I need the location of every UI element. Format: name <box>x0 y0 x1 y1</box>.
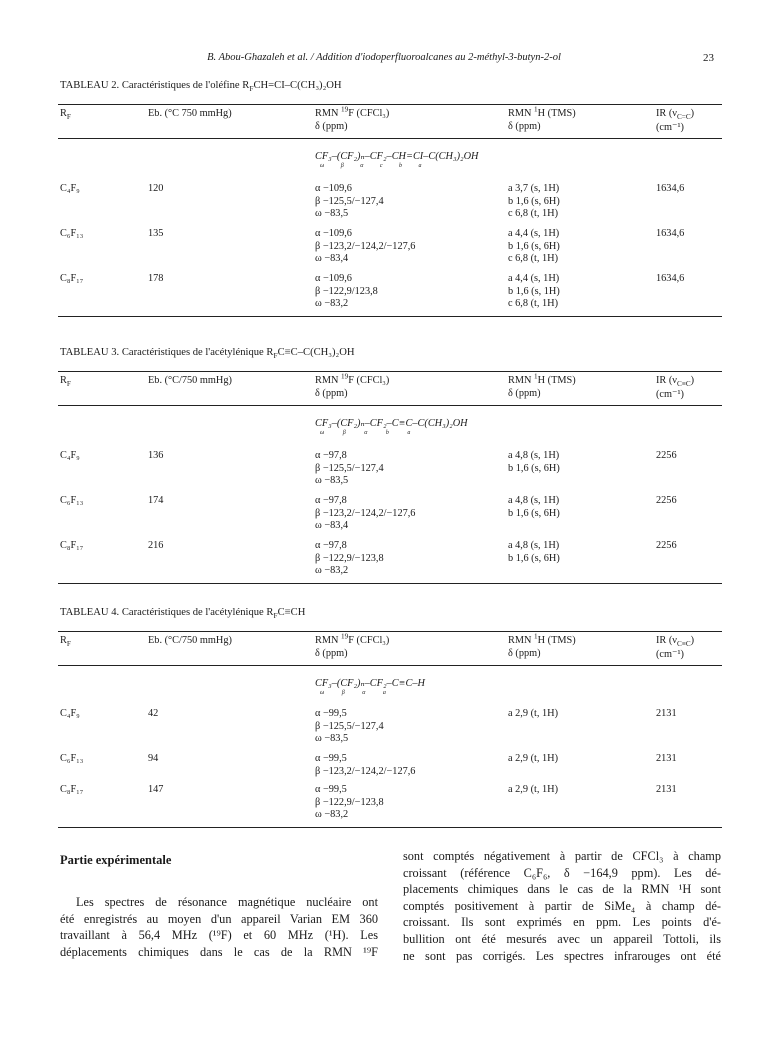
table-row-f19-shift: β −122,9/123,8 <box>315 285 378 297</box>
table-row-eb: 42 <box>148 708 159 719</box>
table-row-h1-shift: a 4,4 (s, 1H) <box>508 228 560 239</box>
header-sup: 1 <box>534 632 538 641</box>
right-line: placements chimiques dans le cas de la RMN ¹H sont <box>403 882 721 897</box>
caption-text: TABLEAU 2. Caractéristiques de l'oléfine R <box>60 80 250 91</box>
table-row-f19-shift: β −123,2/−124,2/−127,6 <box>315 765 416 777</box>
header-text: IR (ν <box>656 635 677 646</box>
right-paragraph <box>403 848 721 964</box>
table-row-f19-shift: ω −83,2 <box>315 565 349 577</box>
header-sup: 19 <box>341 105 349 114</box>
table-row-eb: 94 <box>148 753 159 764</box>
table-rule <box>58 405 722 406</box>
table-row-h1-shift: c 6,8 (t, 1H) <box>508 298 559 310</box>
column-header-ir-unit: (cm⁻¹) <box>656 389 684 400</box>
left-line: travaillant à 56,4 MHz (¹⁹F) et 60 MHz (¹H). Les <box>60 928 378 943</box>
table-row-f19-shift: ω −83,5 <box>315 733 349 745</box>
column-header-f19-unit: δ (ppm) <box>315 121 348 132</box>
formula-position-labels: ω β α b a <box>320 430 411 436</box>
table-row-eb: 178 <box>148 273 164 284</box>
header-text: RMN <box>508 108 535 119</box>
header-text: R <box>60 108 67 119</box>
right-line: ne sont pas corrigés. Les spectres infrarouges ont été <box>403 948 721 963</box>
header-sup: 1 <box>534 372 538 381</box>
header-text: IR (ν <box>656 108 677 119</box>
table-row-f19-shift: ω −83,4 <box>315 253 349 265</box>
caption-sub: F <box>249 84 254 94</box>
table-rule <box>58 631 722 632</box>
table-row-f19-shift: β −122,9/−123,8 <box>315 552 384 564</box>
table-row-h1-shift: a 4,4 (s, 1H) <box>508 273 560 284</box>
header-text: RMN <box>315 375 342 386</box>
table-caption <box>60 347 355 361</box>
header-text: H (TMS) <box>537 635 576 646</box>
table-row-eb: 136 <box>148 450 164 461</box>
table-row-f19-shift: α −99,5 <box>315 753 347 764</box>
table-row-f19-shift: ω −83,5 <box>315 475 349 487</box>
table-row-h1-shift: a 3,7 (s, 1H) <box>508 183 560 194</box>
table-row-ir: 1634,6 <box>656 273 685 284</box>
header-text: R <box>60 635 67 646</box>
header-text: RMN <box>315 108 342 119</box>
header-text: F (CFCl₃) <box>348 635 390 646</box>
table-row-f19-shift: α −109,6 <box>315 273 352 284</box>
table-row-rf: C₄F₉ <box>60 708 80 719</box>
table-row-ir: 1634,6 <box>656 228 685 239</box>
header-text: RMN <box>315 635 342 646</box>
table-rule <box>58 827 722 828</box>
column-header-h1 <box>508 105 576 119</box>
column-header-eb: Eb. (°C 750 mmHg) <box>148 108 232 119</box>
column-header-h1-unit: δ (ppm) <box>508 648 541 659</box>
header-text: R <box>60 375 67 386</box>
table-row-rf: C₄F₉ <box>60 183 80 194</box>
header-sub: F <box>66 113 71 122</box>
table-row-rf: C₆F₁₃ <box>60 495 84 506</box>
caption-text: TABLEAU 4. Caractéristiques de l'acétylénique R <box>60 607 274 618</box>
table-row-f19-shift: α −99,5 <box>315 708 347 719</box>
table-row-rf: C₈F₁₇ <box>60 273 84 284</box>
table-row-ir: 2256 <box>656 495 677 506</box>
table-row-h1-shift: c 6,8 (t, 1H) <box>508 253 559 265</box>
column-header-f19 <box>315 632 390 646</box>
table-row-rf: C₄F₉ <box>60 450 80 461</box>
page-number: 23 <box>703 52 714 64</box>
table-row-ir: 1634,6 <box>656 183 685 194</box>
table-row-h1-shift: a 4,8 (s, 1H) <box>508 450 560 461</box>
structural-formula: CF₃–(CF₂)ₙ–CF₂–C≡C–H <box>315 678 425 689</box>
table-row-ir: 2131 <box>656 753 677 764</box>
header-sub: F <box>66 640 71 649</box>
table-caption <box>60 80 342 94</box>
table-row-f19-shift: α −97,8 <box>315 540 347 551</box>
column-header-h1-unit: δ (ppm) <box>508 388 541 399</box>
column-header-f19 <box>315 105 390 119</box>
table-row-h1-shift: a 2,9 (t, 1H) <box>508 753 559 764</box>
table-row-h1-shift: b 1,6 (s, 6H) <box>508 507 560 519</box>
table-row-ir: 2256 <box>656 540 677 551</box>
column-header-ir-unit: (cm⁻¹) <box>656 122 684 133</box>
header-sub: C=C <box>676 113 691 122</box>
table-row-f19-shift: β −122,9/−123,8 <box>315 796 384 808</box>
header-sup: 1 <box>534 105 538 114</box>
right-line: croissant (référence C₆F₆, δ −164,9 ppm). Les dé- <box>403 865 721 880</box>
table-row-eb: 216 <box>148 540 164 551</box>
table-row-f19-shift: ω −83,5 <box>315 208 349 220</box>
header-text: ) <box>690 108 695 119</box>
column-header-rf <box>60 375 71 389</box>
table-row-eb: 120 <box>148 183 164 194</box>
header-text: H (TMS) <box>537 108 576 119</box>
table-row-h1-shift: a 4,8 (s, 1H) <box>508 540 560 551</box>
table-row-f19-shift: ω −83,2 <box>315 809 349 821</box>
header-text: IR (ν <box>656 375 677 386</box>
table-row-f19-shift: α −97,8 <box>315 450 347 461</box>
table-row-f19-shift: α −99,5 <box>315 784 347 795</box>
caption-text: TABLEAU 3. Caractéristiques de l'acétylénique R <box>60 347 274 358</box>
table-rule <box>58 138 722 139</box>
column-header-h1 <box>508 372 576 386</box>
caption-tail: C≡C–C(CH₃)₂OH <box>277 347 355 358</box>
caption-sub: F <box>273 611 278 621</box>
table-row-eb: 147 <box>148 784 164 795</box>
left-line: Les spectres de résonance magnétique nucléaire ont <box>76 895 378 909</box>
header-sub: C≡C <box>676 380 691 389</box>
table-row-h1-shift: b 1,6 (s, 6H) <box>508 552 560 564</box>
caption-tail: CH=CI–C(CH₃)₂OH <box>253 80 342 91</box>
column-header-eb: Eb. (°C/750 mmHg) <box>148 635 232 646</box>
table-row-rf: C₆F₁₃ <box>60 753 84 764</box>
column-header-rf <box>60 635 71 649</box>
section-heading: Partie expérimentale <box>60 853 172 867</box>
column-header-f19-unit: δ (ppm) <box>315 388 348 399</box>
table-row-f19-shift: ω −83,2 <box>315 298 349 310</box>
table-row-h1-shift: a 2,9 (t, 1H) <box>508 708 559 719</box>
table-row-rf: C₆F₁₃ <box>60 228 84 239</box>
table-row-f19-shift: α −97,8 <box>315 495 347 506</box>
caption-sub: F <box>273 351 278 361</box>
formula-position-labels: ω β α c b a <box>320 163 422 169</box>
structural-formula: CF₃–(CF₂)ₙ–CF₂–CH=CI–C(CH₃)₂OH <box>315 151 479 162</box>
column-header-ir-unit: (cm⁻¹) <box>656 649 684 660</box>
table-rule <box>58 316 722 317</box>
header-text: F (CFCl₃) <box>348 108 390 119</box>
table-row-f19-shift: ω −83,4 <box>315 520 349 532</box>
table-row-h1-shift: b 1,6 (s, 6H) <box>508 462 560 474</box>
table-caption <box>60 607 306 621</box>
header-text: ) <box>690 375 695 386</box>
structural-formula: CF₃–(CF₂)ₙ–CF₂–C≡C–C(CH₃)₂OH <box>315 418 468 429</box>
table-row-rf: C₈F₁₇ <box>60 784 84 795</box>
table-rule <box>58 665 722 666</box>
column-header-f19-unit: δ (ppm) <box>315 648 348 659</box>
left-line: déplacements chimiques dans le cas de la RMN ¹⁹F <box>60 944 378 959</box>
table-row-f19-shift: β −125,5/−127,4 <box>315 462 384 474</box>
table-row-rf: C₈F₁₇ <box>60 540 84 551</box>
left-paragraph <box>60 894 378 960</box>
table-row-ir: 2256 <box>656 450 677 461</box>
caption-tail: C≡CH <box>277 607 306 618</box>
right-line: croissant. Ils sont exprimés en ppm. Les points d'é- <box>403 915 721 930</box>
running-title: B. Abou-Ghazaleh et al. / Addition d'iodoperfluoroalcanes au 2-méthyl-3-butyn-2-ol <box>207 52 561 63</box>
table-row-h1-shift: b 1,6 (s, 1H) <box>508 285 560 297</box>
header-text: RMN <box>508 375 535 386</box>
formula-position-labels: ω β α a <box>320 690 386 696</box>
table-row-h1-shift: b 1,6 (s, 6H) <box>508 195 560 207</box>
table-rule <box>58 583 722 584</box>
header-text: H (TMS) <box>537 375 576 386</box>
table-row-h1-shift: c 6,8 (t, 1H) <box>508 208 559 220</box>
table-row-f19-shift: α −109,6 <box>315 183 352 194</box>
header-sub: C≡C <box>676 640 691 649</box>
right-line: bullition ont été mesurés avec un appareil Tottoli, ils <box>403 931 721 946</box>
header-text: ) <box>690 635 695 646</box>
column-header-ir <box>656 108 695 122</box>
table-rule <box>58 104 722 105</box>
table-row-f19-shift: β −125,5/−127,4 <box>315 195 384 207</box>
table-row-eb: 174 <box>148 495 164 506</box>
right-line: comptés positivement à partir de SiMe₄ à champ dé- <box>403 898 721 913</box>
table-row-eb: 135 <box>148 228 164 239</box>
column-header-eb: Eb. (°C/750 mmHg) <box>148 375 232 386</box>
left-line: été enregistrés au moyen d'un appareil Varian EM 360 <box>60 911 378 926</box>
table-row-h1-shift: a 2,9 (t, 1H) <box>508 784 559 795</box>
column-header-rf <box>60 108 71 122</box>
header-text: RMN <box>508 635 535 646</box>
column-header-ir <box>656 375 695 389</box>
table-rule <box>58 371 722 372</box>
header-sup: 19 <box>341 372 349 381</box>
table-row-f19-shift: α −109,6 <box>315 228 352 239</box>
right-line: sont comptés négativement à partir de CFCl₃ à champ <box>403 849 721 863</box>
table-row-f19-shift: β −123,2/−124,2/−127,6 <box>315 240 416 252</box>
table-row-h1-shift: b 1,6 (s, 6H) <box>508 240 560 252</box>
header-sub: F <box>66 380 71 389</box>
table-row-ir: 2131 <box>656 784 677 795</box>
table-row-f19-shift: β −125,5/−127,4 <box>315 720 384 732</box>
column-header-ir <box>656 635 695 649</box>
column-header-f19 <box>315 372 390 386</box>
header-text: F (CFCl₃) <box>348 375 390 386</box>
header-sup: 19 <box>341 632 349 641</box>
column-header-h1-unit: δ (ppm) <box>508 121 541 132</box>
table-row-ir: 2131 <box>656 708 677 719</box>
column-header-h1 <box>508 632 576 646</box>
table-row-f19-shift: β −123,2/−124,2/−127,6 <box>315 507 416 519</box>
table-row-h1-shift: a 4,8 (s, 1H) <box>508 495 560 506</box>
